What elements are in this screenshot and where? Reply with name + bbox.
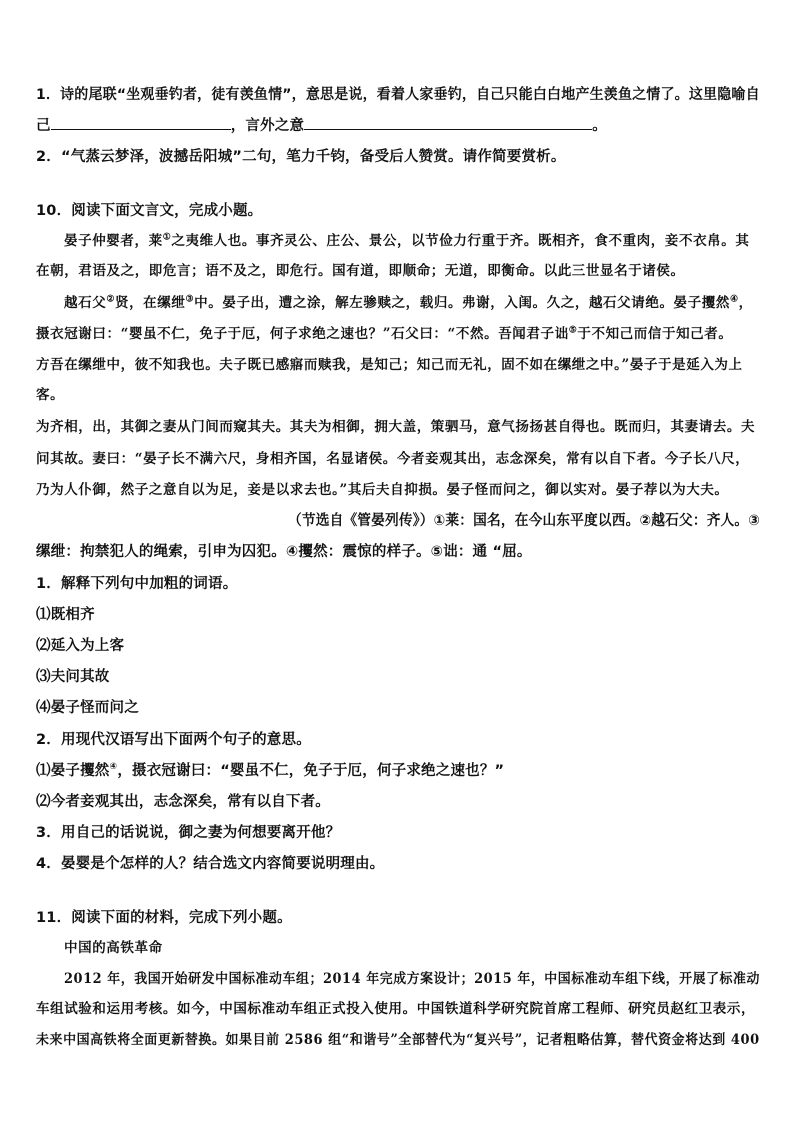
passage-p1-line2: 在朝，君语及之，即危言；语不及之，即危行。国有道，即顺命；无道，即衡命。以此三世显名于诸侯。 xyxy=(36,263,685,279)
q10-sub2-item1 xyxy=(36,759,504,780)
passage-p1-line1 xyxy=(64,229,749,249)
passage-p2-line2-b: 于不知己而信于知己者。 xyxy=(577,326,733,342)
q10-sub2-item1-b: ，摄衣冠谢曰：“婴虽不仁，免子于厄，何子求绝之速也？” xyxy=(117,763,505,779)
q10-sub3: 3．用自己的话说说，御之妻为何想要离开他？ xyxy=(36,825,341,841)
passage-notes-line2: 缧绁：拘禁犯人的绳索，引申为囚犯。④攫然：震惊的样子。⑤诎：通 “屈。 xyxy=(36,544,532,560)
q10-sub4: 4．晏婴是个怎样的人？结合选文内容简要说明理由。 xyxy=(36,856,385,872)
passage-p3-line2: 问其故。妻曰：“晏子长不满六尺，身相齐国，名显诸侯。今者妾观其出，志念深矣，常有以自下者。今子长八尺， xyxy=(36,451,750,467)
passage-p3-line1: 为齐相，出，其御之妻从门间而窥其夫。其夫为相御，拥大盖，策驷马，意气扬扬甚自得也。既而归，其妻请去。夫 xyxy=(36,419,756,435)
passage-p2-line4: 客。 xyxy=(36,387,65,403)
q10-sub1-item: ⑷晏子怪而问之 xyxy=(36,700,139,716)
passage-notes-line1: （节选自《管晏列传》）①莱：国名，在今山东平度以西。②越石父：齐人。③ xyxy=(288,513,761,529)
passage-p1-line1-b: 之夷维人也。事齐灵公、庄公、景公，以节俭力行重于齐。既相齐，食不重肉，妾不衣帛。其 xyxy=(171,233,750,249)
q10-sub2-item1-a: ⑴晏子攫然 xyxy=(36,763,110,779)
q9-sub1-line2-text-c: 。 xyxy=(592,118,607,134)
material-title: 中国的高铁革命 xyxy=(64,940,163,956)
q9-sub1-line2 xyxy=(36,114,607,135)
passage-p2-line1-a: 越石父 xyxy=(64,295,107,311)
q9-sub1-line2-text-a: 己 xyxy=(36,118,51,134)
q11-heading: 11．阅读下面的材料，完成下列小题。 xyxy=(36,910,292,926)
answer-blank-1[interactable] xyxy=(51,117,231,130)
q9-sub1-line1: 1．诗的尾联“坐观垂钓者，徒有羡鱼情”，意思是说，看着人家垂钓，自己只能白白地产生羡鱼之情了。这里隐喻自 xyxy=(36,87,760,103)
footnote-mark-3: ③ xyxy=(185,294,195,305)
q10-sub2-item2: ⑵今者妾观其出，志念深矣，常有以自下者。 xyxy=(36,794,330,810)
q9-sub1-line2-text-b: ，言外之意 xyxy=(230,118,305,134)
footnote-mark-1: ① xyxy=(162,232,172,243)
footnote-mark-2: ② xyxy=(106,294,115,305)
q9-sub2: 2．“气蒸云梦泽，波撼岳阳城”二句，笔力千钧，备受后人赞赏。请作简要赏析。 xyxy=(36,149,566,165)
q10-heading: 10．阅读下面文言文，完成小题。 xyxy=(36,203,263,219)
answer-blank-2[interactable] xyxy=(304,117,592,130)
material-line1: 2012 年，我国开始研发中国标准动车组；2014 年完成方案设计；2015 年，中国标准动车组下线，开展了标准动 xyxy=(64,971,760,987)
passage-p2-line1-d: ， xyxy=(738,295,753,311)
q10-sub1-item: ⑴既相齐 xyxy=(36,607,95,623)
passage-p2-line2-a: 摄衣冠谢曰：“婴虽不仁，免子于厄，何子求绝之速也？”石父曰：“不然。吾闻君子诎 xyxy=(36,326,569,342)
q10-sub1: 1．解释下列句中加粗的词语。 xyxy=(36,576,238,592)
passage-p2-line3: 方吾在缧绁中，彼不知我也。夫子既已感寤而赎我，是知己；知己而无礼，固不如在缧绁之中。”晏子于是延入为上 xyxy=(36,357,743,373)
passage-p2-line1 xyxy=(64,291,753,311)
material-line3: 未来中国高铁将全面更新替换。如果目前 2586 组“和谐号”全部替代为“复兴号”，记者粗略估算，替代资金将达到 400 xyxy=(36,1032,760,1048)
material-line2: 车组试验和运用考核。如今，中国标准动车组正式投入使用。中国铁道科学研究院首席工程师、研究员赵红卫表示， xyxy=(36,1001,756,1017)
footnote-mark-5: ⑤ xyxy=(568,325,578,336)
q10-sub1-item: ⑵延入为上客 xyxy=(36,638,125,654)
q10-sub2: 2．用现代汉语写出下面两个句子的意思。 xyxy=(36,732,311,748)
q10-sub1-item: ⑶夫问其故 xyxy=(36,669,110,685)
passage-p2-line2 xyxy=(36,322,732,342)
passage-p2-line1-c: 中。晏子出，遭之涂，解左骖赎之，载归。弗谢，入闺。久之，越石父请绝。晏子攫然 xyxy=(194,295,730,311)
footnote-mark-4: ④ xyxy=(729,294,739,305)
passage-p1-line1-a: 晏子仲婴者，莱 xyxy=(64,233,163,249)
passage-p3-line3: 乃为人仆御，然子之意自以为足，妾是以求去也。”其后夫自抑损。晏子怪而问之，御以实对。晏子荐以为大夫。 xyxy=(36,482,729,498)
footnote-mark-4b: ④ xyxy=(109,762,118,773)
passage-p2-line1-b: 贤，在缧绁 xyxy=(114,295,186,311)
